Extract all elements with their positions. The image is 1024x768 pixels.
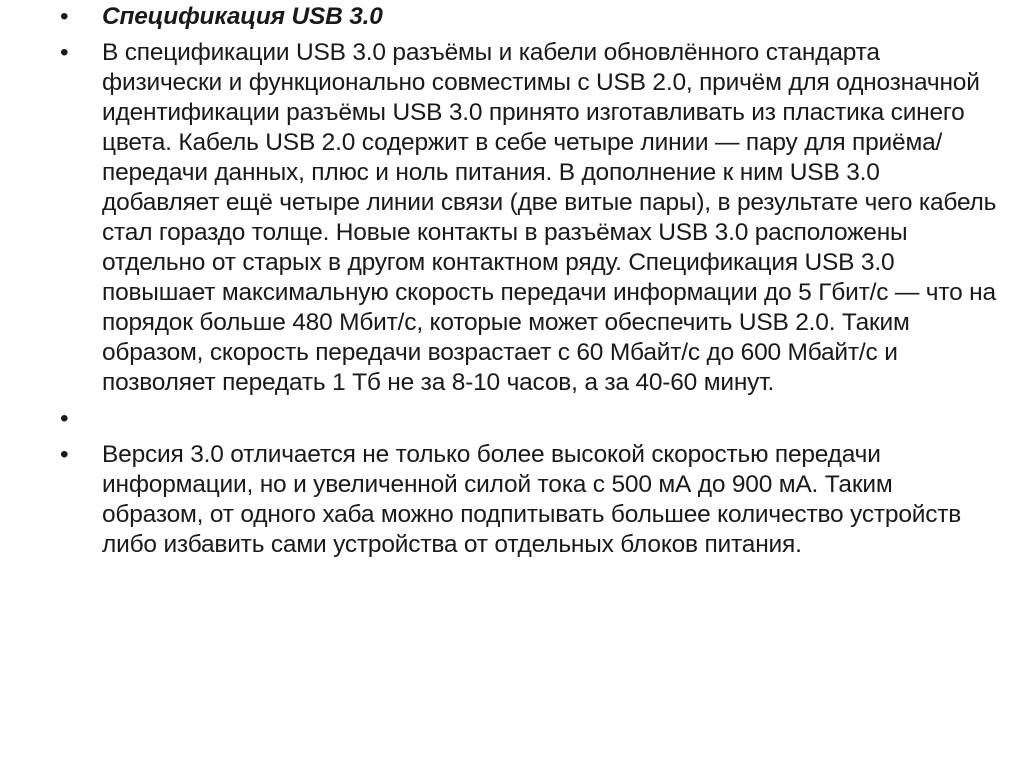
bullet-dot-icon: • [60,3,69,30]
bullet-dot-icon: • [60,441,69,468]
bullet-item-heading [60,2,1000,32]
bullet-item-version-current [60,440,1000,560]
bullet-list [60,2,1000,566]
bullet-item-empty [60,404,1000,434]
slide-heading: Спецификация USB 3.0 [102,3,383,30]
bullet-dot-icon: • [60,39,69,66]
paragraph-usb3-spec: В спецификации USB 3.0 разъёмы и кабели обновлённого стандарта физически и функционально совместимы с USB 2.0, причём для однозначной идентификации разъёмы USB 3.0 принято изготавливать из пластика синего цвета. Кабель USB 2.0 содержит в себе четыре линии — пару для приёма/передачи данных, плюс и ноль питания. В дополнение к ним USB 3.0 добавляет ещё четыре линии связи (две витые пары), в результате чего кабель стал гораздо толще. Новые контакты в разъёмах USB 3.0 расположены отдельно от старых в другом контактном ряду. Спецификация USB 3.0 повышает максимальную скорость передачи информации до 5 Гбит/с — что на порядок больше 480 Мбит/с, которые может обеспечить USB 2.0. Таким образом, скорость передачи возрастает с 60 Мбайт/с до 600 Мбайт/с и позволяет передать 1 Тб не за 8-10 часов, а за 40-60 минут. [102,39,997,396]
bullet-item-usb3-spec [60,38,1000,398]
paragraph-version-current: Версия 3.0 отличается не только более высокой скоростью передачи информации, но и увеличенной силой тока с 500 мА до 900 мА. Таким образом, от одного хаба можно подпитывать большее количество устройств либо избавить сами устройства от отдельных блоков питания. [102,441,962,558]
bullet-dot-icon: • [60,405,69,432]
